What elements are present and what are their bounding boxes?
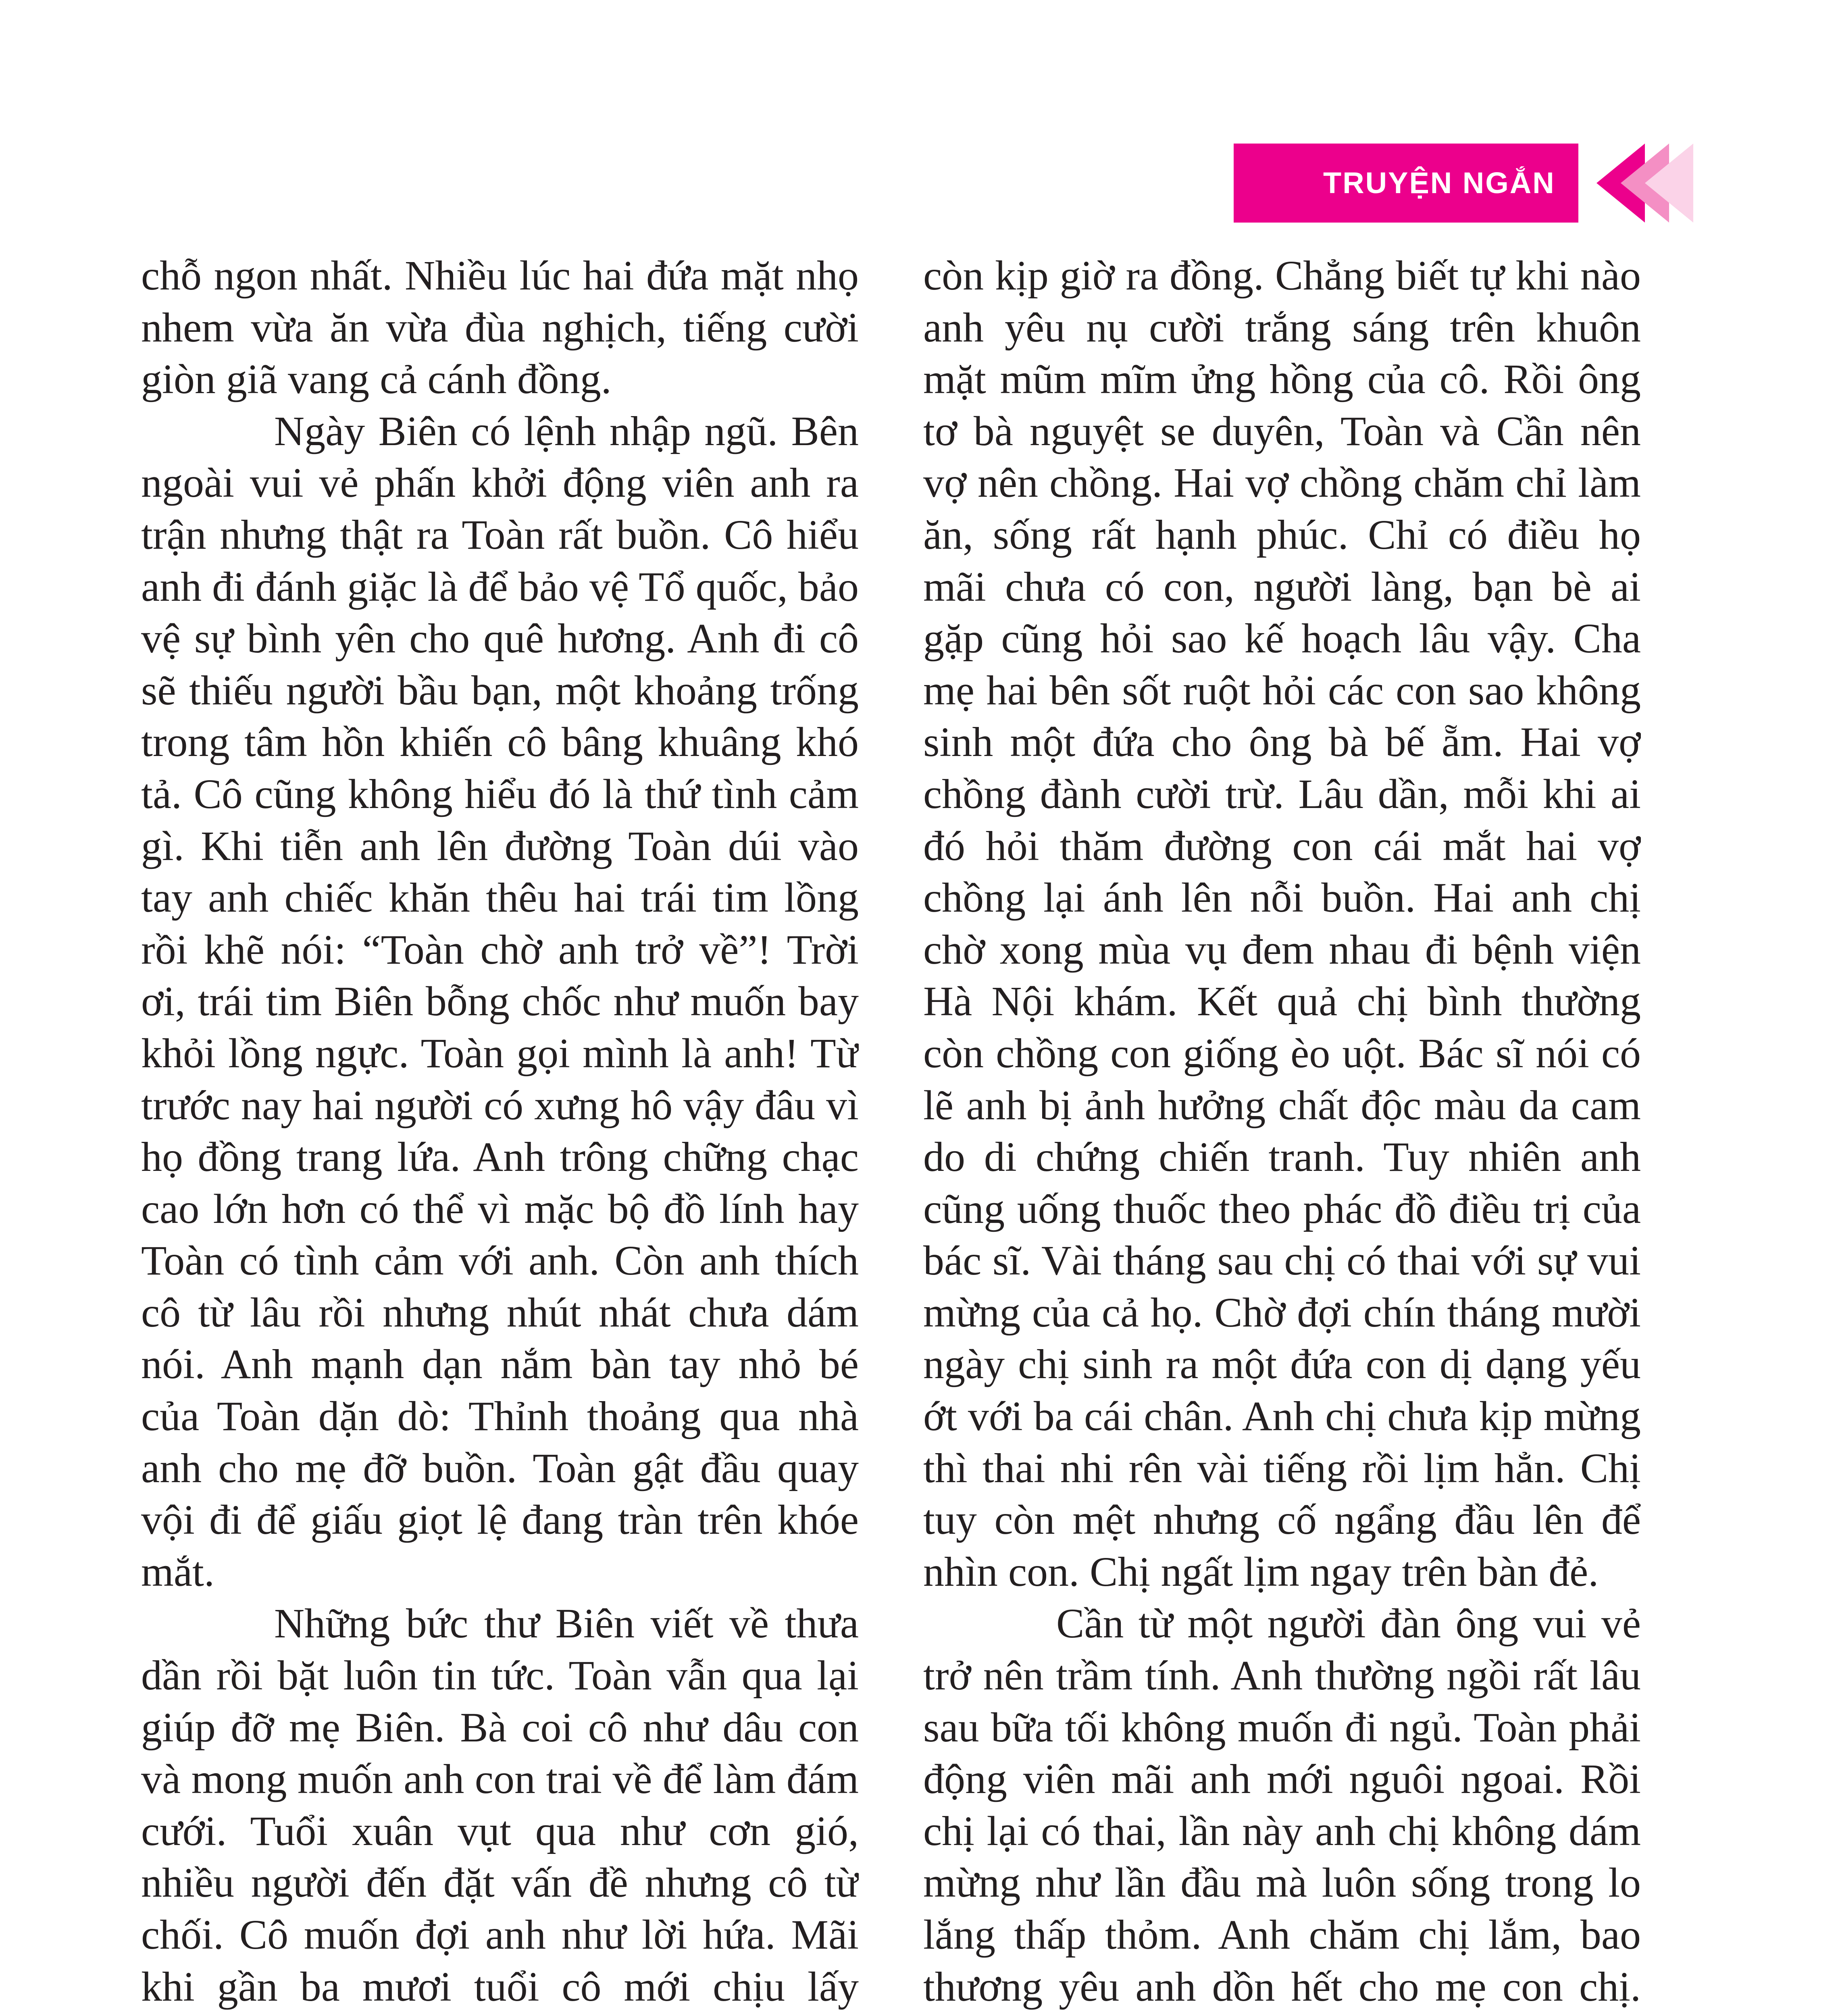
paragraph: Cần từ một người đàn ông vui vẻ trở nên trầm tính. Anh thường ngồi rất lâu sau bữa tối không muốn đi ngủ. Toàn phải động viên mãi anh mới nguôi ngoai. Rồi chị lại có thai, lần này anh chị không dám mừng như lần đầu mà luôn sống trong lo lắng thấp thỏm. Anh chăm chị lắm, bao thương yêu anh dồn hết cho mẹ con chị. [923,1600,1641,2010]
right-column [923,250,1641,2016]
section-tab [1234,144,1578,223]
paragraph: Những bức thư Biên viết về thưa dần rồi bặt luôn tin tức. Toàn vẫn qua lại giúp đỡ mẹ Biên. Bà coi cô như dâu con và mong muốn anh con trai về để làm đám cưới. Tuổi xuân vụt qua như cơn gió, nhiều người đến đặt vấn đề nhưng cô từ chối. Cô muốn đợi anh như lời hứa. Mãi khi gần ba mươi tuổi cô mới chịu lấy [141,1600,859,2010]
paragraph: chỗ ngon nhất. Nhiều lúc hai đứa mặt nhọ nhem vừa ăn vừa đùa nghịch, tiếng cười giòn giã vang cả cánh đồng. [141,252,859,403]
paragraph: Ngày Biên có lệnh nhập ngũ. Bên ngoài vui vẻ phấn khởi động viên anh ra trận nhưng thật ra Toàn rất buồn. Cô hiểu anh đi đánh giặc là để bảo vệ Tổ quốc, bảo vệ sự bình yên cho quê hương. Anh đi cô sẽ thiếu người bầu bạn, một khoảng trống trong tâm hồn khiến cô bâng khuâng khó tả. Cô cũng không hiểu đó là thứ tình cảm gì. Khi tiễn anh lên đường Toàn dúi vào tay anh chiếc khăn thêu hai trái tim lồng rồi khẽ nói: “Toàn chờ anh trở về”! Trời ơi, trái tim Biên bỗng chốc như muốn bay khỏi lồng ngực. Toàn gọi mình là anh! Từ trước nay hai người có xưng hô vậy đâu vì họ đồng trang lứa. Anh trông chững chạc cao lớn hơn có thể vì mặc bộ đồ lính hay Toàn có tình cảm với anh. Còn anh thích cô từ lâu rồi nhưng nhút nhát chưa dám nói. Anh mạnh dạn nắm bàn tay nhỏ bé của Toàn dặn dò: Thỉnh thoảng qua nhà anh cho mẹ đỡ buồn. Toàn gật đầu quay vội đi để giấu giọt lệ đang tràn trên khóe mắt. [141,408,859,1595]
chevron-decoration-icon [1645,144,1693,223]
paragraph: còn kịp giờ ra đồng. Chẳng biết tự khi nào anh yêu nụ cười trắng sáng trên khuôn mặt mũm mĩm ửng hồng của cô. Rồi ông tơ bà nguyệt se duyên, Toàn và Cần nên vợ nên chồng. Hai vợ chồng chăm chỉ làm ăn, sống rất hạnh phúc. Chỉ có điều họ mãi chưa có con, người làng, bạn bè ai gặp cũng hỏi sao kế hoạch lâu vậy. Cha mẹ hai bên sốt ruột hỏi các con sao không sinh một đứa cho ông bà bế ẵm. Hai vợ chồng đành cười trừ. Lâu dần, mỗi khi ai đó hỏi thăm đường con cái mắt hai vợ chồng lại ánh lên nỗi buồn. Hai anh chị chờ xong mùa vụ đem nhau đi bệnh viện Hà Nội khám. Kết quả chị bình thường còn chồng con giống èo uột. Bác sĩ nói có lẽ anh bị ảnh hưởng chất độc màu da cam do di chứng chiến tranh. Tuy nhiên anh cũng uống thuốc theo phác đồ điều trị của bác sĩ. Vài tháng sau chị có thai với sự vui mừng của cả họ. Chờ đợi chín tháng mười ngày chị sinh ra một đứa con dị dạng yếu ớt với ba cái chân. Anh chị chưa kịp mừng thì thai nhi rên vài tiếng rồi lịm hẳn. Chị tuy còn mệt nhưng cố ngẩng đầu lên để nhìn con. Chị ngất lịm ngay trên bàn đẻ. [923,252,1641,1595]
section-label: TRUYỆN NGẮN [1323,166,1555,200]
left-column [141,250,859,2016]
